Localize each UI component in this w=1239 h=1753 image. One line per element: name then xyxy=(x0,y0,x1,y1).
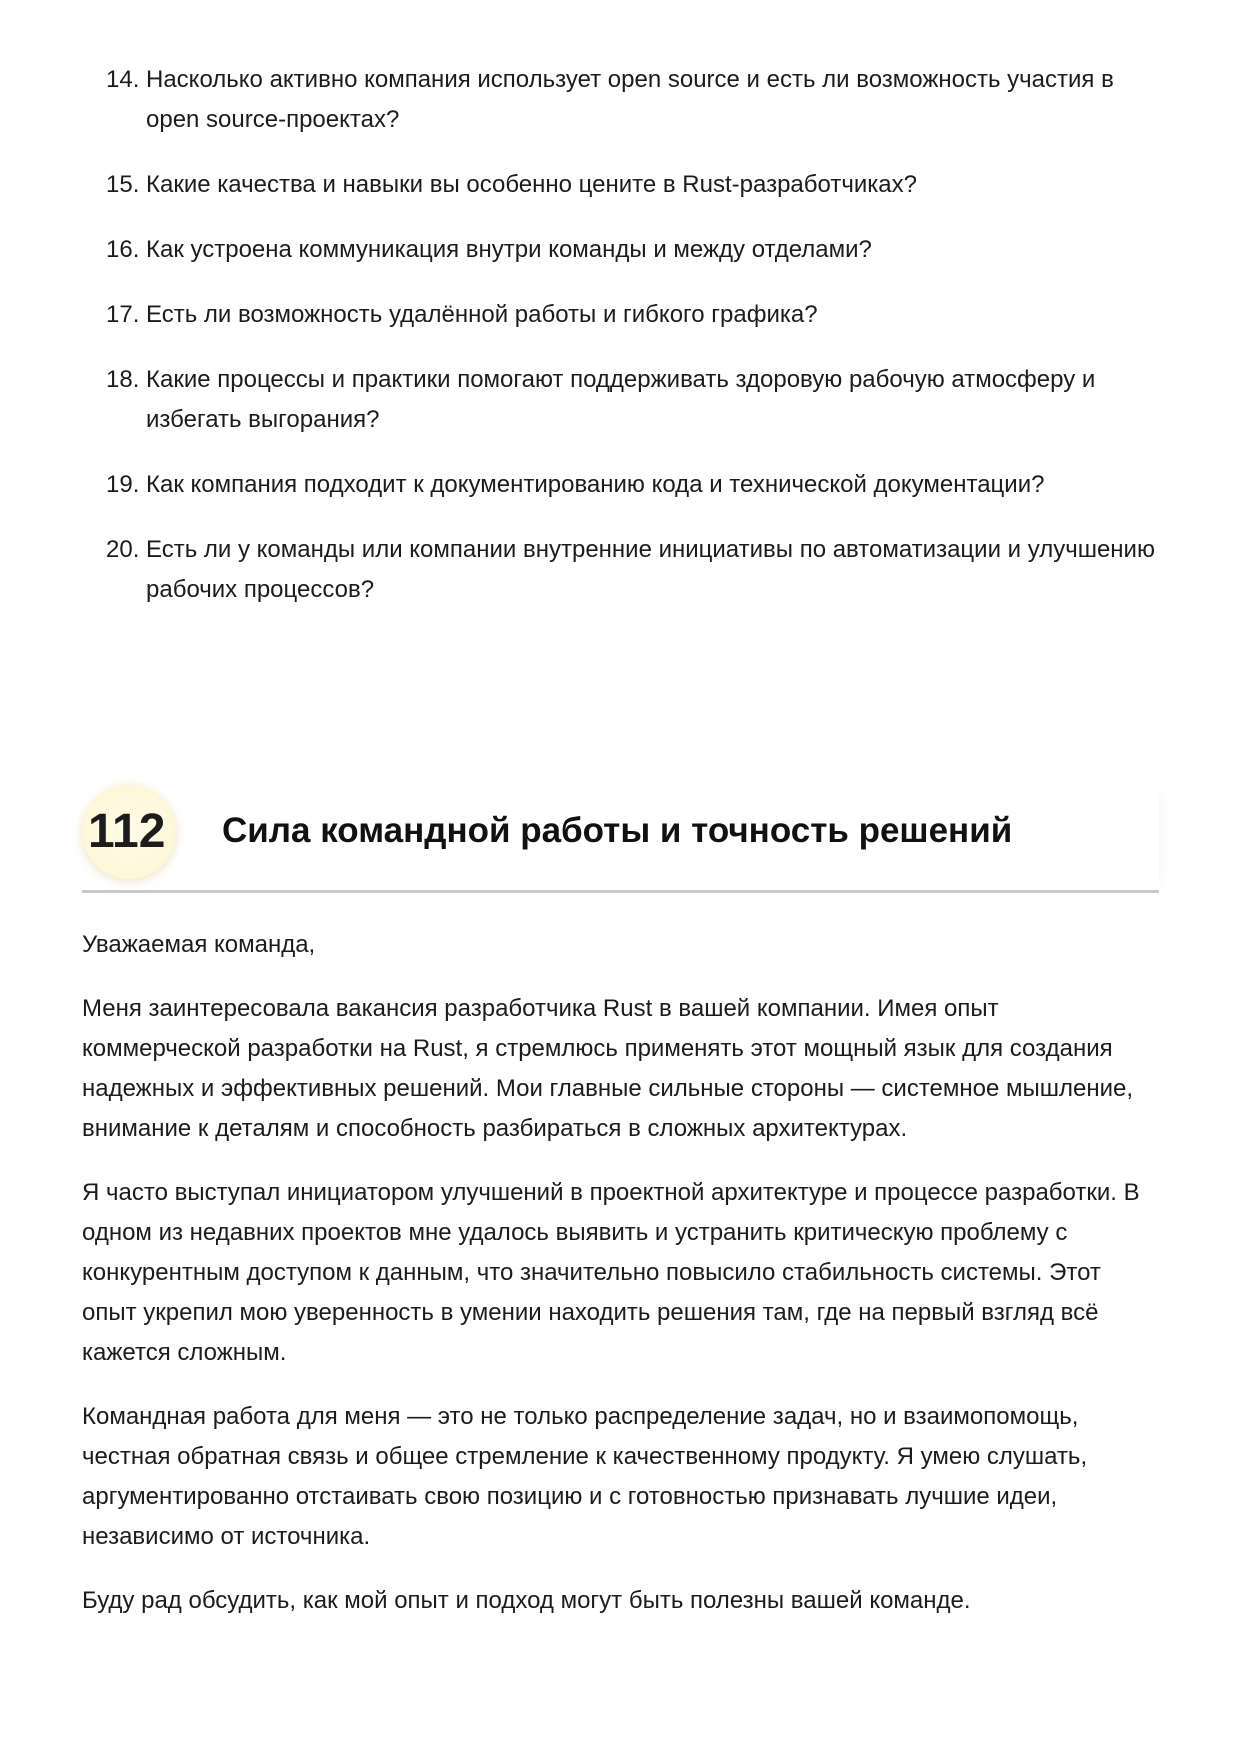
list-item-text: Как устроена коммуникация внутри команды и между отделами? xyxy=(146,236,872,263)
list-item-number: 19. xyxy=(106,471,140,498)
list-item-number: 18. xyxy=(106,366,140,393)
questions-list xyxy=(106,60,1166,635)
list-item-number: 17. xyxy=(106,301,140,328)
list-item-text: Какие процессы и практики помогают поддерживать здоровую рабочую атмосферу и избегать выгорания? xyxy=(146,366,1096,433)
list-item-text: Есть ли возможность удалённой работы и гибкого графика? xyxy=(146,301,818,328)
letter-paragraph: Я часто выступал инициатором улучшений в проектной архитектуре и процессе разработки. В одном из недавних проектов мне удалось выявить и устранить критическую проблему с конкурентным доступом к данным, что значительно повысило стабильность системы. Этот опыт укрепил мою уверенность в умении находить решения там, где на первый взгляд всё кажется сложным. xyxy=(82,1179,1140,1366)
cover-letter xyxy=(82,925,1162,1645)
list-item xyxy=(106,295,1166,335)
list-item-text: Как компания подходит к документированию кода и технической документации? xyxy=(146,471,1045,498)
list-item xyxy=(106,230,1166,270)
section-number: 112 xyxy=(88,805,166,858)
letter-paragraph: Буду рад обсудить, как мой опыт и подход могут быть полезны вашей команде. xyxy=(82,1587,971,1614)
section-title: Сила командной работы и точность решений xyxy=(222,811,1013,850)
list-item xyxy=(106,465,1166,505)
list-item xyxy=(106,60,1166,140)
list-item-number: 16. xyxy=(106,236,140,263)
section-header xyxy=(82,785,1159,893)
section-number-badge xyxy=(82,785,176,879)
list-item-number: 20. xyxy=(106,536,140,563)
list-item-text: Какие качества и навыки вы особенно цените в Rust-разработчиках? xyxy=(146,171,917,198)
list-item-text: Есть ли у команды или компании внутренние инициативы по автоматизации и улучшению рабочих процессов? xyxy=(146,536,1155,603)
list-item-number: 15. xyxy=(106,171,140,198)
list-item xyxy=(106,165,1166,205)
list-item xyxy=(106,530,1166,610)
letter-paragraph: Меня заинтересовала вакансия разработчика Rust в вашей компании. Имея опыт коммерческой разработки на Rust, я стремлюсь применять этот мощный язык для создания надежных и эффективных решений. Мои главные сильные стороны — системное мышление, внимание к деталям и способность разбираться в сложных архитектурах. xyxy=(82,995,1134,1142)
letter-paragraph: Командная работа для меня — это не только распределение задач, но и взаимопомощь, честная обратная связь и общее стремление к качественному продукту. Я умею слушать, аргументированно отстаивать свою позицию и с готовностью признавать лучшие идеи, независимо от источника. xyxy=(82,1403,1088,1550)
letter-greeting: Уважаемая команда, xyxy=(82,931,316,958)
list-item-text: Насколько активно компания использует open source и есть ли возможность участия в open source-проектах? xyxy=(146,66,1114,133)
list-item xyxy=(106,360,1166,440)
list-item-number: 14. xyxy=(106,66,140,93)
